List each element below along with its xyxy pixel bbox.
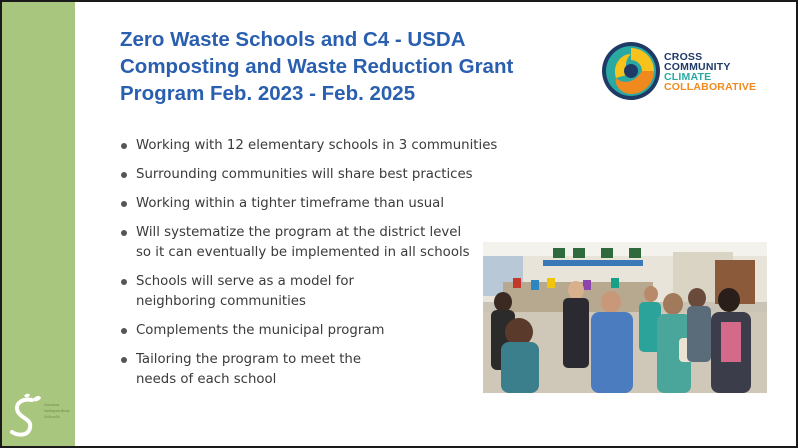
bullet-item [120, 136, 520, 156]
c4-swirl-icon [600, 40, 662, 102]
c4-logo-line-cross: CROSS [664, 51, 703, 63]
bullet-text: Tailoring the program to meet the needs of each school [136, 352, 362, 387]
bullet-item [120, 165, 520, 185]
sidebar-logo-line: Schools [44, 414, 60, 419]
slide-title: Zero Waste Schools and C4 - USDA Composting and Waste Reduction Grant Program Feb. 2023 - Feb. 2025 [120, 28, 514, 105]
school-cafeteria-photo [483, 242, 767, 393]
c4-logo [600, 40, 770, 102]
sidebar-logo-line: Sustain [44, 402, 60, 407]
bullet-dot [121, 328, 127, 334]
bullet-item [120, 194, 520, 214]
bullet-item [120, 350, 520, 390]
bullet-item [120, 321, 520, 341]
bullet-item [120, 272, 520, 312]
bullet-dot [121, 230, 127, 236]
bullet-dot [121, 201, 127, 207]
c4-logo-text [664, 52, 756, 92]
c4-logo-line-community: COMMUNITY [664, 61, 731, 73]
bullet-item [120, 223, 520, 263]
sidebar-logo-line: Independent [44, 408, 70, 413]
sidebar-logo [8, 392, 72, 442]
bullet-dot [121, 357, 127, 363]
sidebar-logo-text [44, 402, 72, 420]
bullet-text: Schools will serve as a model for neighboring communities [136, 274, 354, 309]
bullet-text: Surrounding communities will share best practices [136, 167, 473, 182]
c4-logo-line-climate: CLIMATE [664, 71, 712, 83]
bullet-dot [121, 279, 127, 285]
bullet-text: Working with 12 elementary schools in 3 communities [136, 138, 498, 153]
bullet-dot [121, 172, 127, 178]
bullet-text: Complements the municipal program [136, 323, 385, 338]
sidebar-band [2, 2, 75, 446]
leaf-s-icon [8, 392, 42, 442]
bullet-dot [121, 143, 127, 149]
cafeteria-group-illustration [483, 242, 767, 393]
c4-logo-line-collaborative: COLLABORATIVE [664, 81, 757, 93]
bullet-text: Working within a tighter timeframe than usual [136, 196, 445, 211]
bullet-text: Will systematize the program at the district level so it can eventually be implemented in all schools [136, 225, 470, 260]
bullet-list [120, 136, 520, 399]
slide [2, 2, 796, 446]
